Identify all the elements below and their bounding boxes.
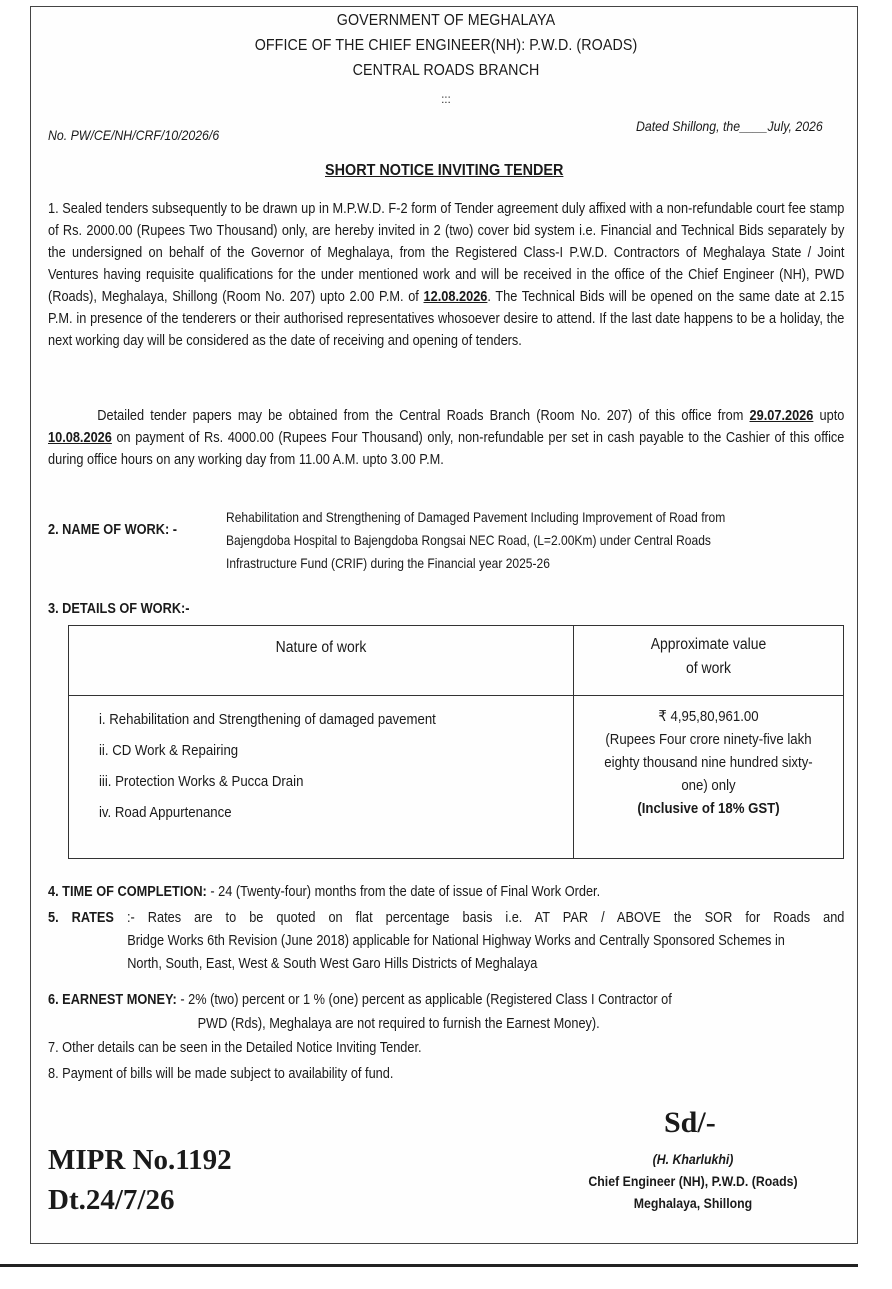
paragraph-2-text-c: on payment of Rs. 4000.00 (Rupees Four Thousand) only, non-refundable per set in cash payable to the Cashier of this office during office hours on any working day from 11.00 A.M. upto 3.00 P.M.	[48, 430, 845, 468]
nature-items	[99, 704, 516, 828]
paragraph-2-text-b: upto	[813, 408, 845, 424]
clause-5	[48, 907, 844, 976]
mipr-date: Dt.24/7/26	[48, 1184, 175, 1216]
column-header-nature	[69, 626, 574, 696]
notice-title: SHORT NOTICE INVITING TENDER	[325, 162, 564, 179]
list-item: i. Rehabilitation and Strengthening of damaged pavement	[99, 711, 436, 728]
column-header-nature-text: Nature of work	[275, 639, 367, 656]
name-of-work-line: Rehabilitation and Strengthening of Damaged Pavement Including Improvement of Road from	[226, 509, 726, 525]
nature-of-work-cell	[69, 696, 574, 859]
bottom-divider	[0, 1264, 858, 1267]
clause-6-text: - 2% (two) percent or 1 % (one) percent as applicable (Registered Class I Contractor of	[176, 992, 672, 1008]
clause-6	[48, 988, 672, 1036]
clause-6-text: PWD (Rds), Meghalaya are not required to furnish the Earnest Money).	[197, 1016, 600, 1032]
value-words-line: eighty thousand nine hundred sixty-	[604, 754, 813, 771]
clause-5-label: 5. RATES	[48, 910, 114, 926]
header-government: GOVERNMENT OF MEGHALAYA	[336, 12, 556, 29]
clause-7: 7. Other details can be seen in the Detailed Notice Inviting Tender.	[48, 1040, 422, 1056]
header-office: OFFICE OF THE CHIEF ENGINEER(NH): P.W.D. (ROADS)	[254, 37, 638, 54]
mipr-stamp	[48, 1140, 232, 1220]
clause-5-text: Bridge Works 6th Revision (June 2018) applicable for National Highway Works and Centrally Sponsored Schemes in	[127, 933, 785, 949]
paragraph-1-text-b: . The Technical Bids will be opened on the same date at 2.15 P.M. in presence of the tenderers or their authorised representatives whosoever desire to attend. If the last date happens to be a holiday, the next working day will be considered as the date of receiving and opening of tenders.	[48, 289, 845, 349]
signatory-title: Chief Engineer (NH), P.W.D. (Roads)	[588, 1173, 798, 1189]
reference-number: No. PW/CE/NH/CRF/10/2026/6	[48, 127, 220, 143]
column-header-value	[574, 626, 844, 696]
column-header-value-line: of work	[686, 660, 731, 677]
column-header-value-line: Approximate value	[650, 636, 767, 653]
header-dots: :::	[441, 92, 451, 106]
details-of-work-label: 3. DETAILS OF WORK:-	[48, 601, 190, 617]
approximate-value	[591, 705, 826, 820]
clause-8: 8. Payment of bills will be made subject to availability of fund.	[48, 1066, 394, 1082]
paragraph-2	[48, 405, 844, 471]
name-of-work-line: Infrastructure Fund (CRIF) during the Financial year 2025-26	[226, 555, 550, 571]
clause-5-text: North, South, East, West & South West Garo Hills Districts of Meghalaya	[127, 956, 538, 972]
signatory-block	[565, 1148, 820, 1214]
name-of-work-label: 2. NAME OF WORK: -	[48, 522, 178, 538]
bid-closing-date: 12.08.2026	[423, 289, 488, 305]
clause-4	[48, 884, 600, 900]
approximate-value-cell	[574, 696, 844, 859]
table-header-row	[69, 626, 844, 696]
list-item: iii. Protection Works & Pucca Drain	[99, 773, 304, 790]
name-of-work-line: Bajengdoba Hospital to Bajengdoba Rongsai NEC Road, (L=2.00Km) under Central Roads	[226, 532, 711, 548]
header-branch: CENTRAL ROADS BRANCH	[352, 62, 540, 79]
value-words-line: one) only	[681, 777, 736, 794]
signatory-place: Meghalaya, Shillong	[633, 1195, 753, 1211]
signatory-name: (H. Kharlukhi)	[652, 1151, 734, 1167]
list-item: ii. CD Work & Repairing	[99, 742, 239, 759]
sale-start-date: 29.07.2026	[749, 408, 814, 424]
paragraph-2-text-a: Detailed tender papers may be obtained from the Central Roads Branch (Room No. 207) of this office from	[97, 408, 750, 424]
list-item: iv. Road Appurtenance	[99, 804, 232, 821]
name-of-work-text	[226, 506, 725, 575]
signature-sd: Sd/-	[664, 1106, 716, 1139]
column-header-value-text	[588, 633, 828, 681]
clause-4-label: 4. TIME OF COMPLETION:	[48, 884, 207, 900]
dated-line: Dated Shillong, the____July, 2026	[636, 118, 823, 134]
paragraph-1	[48, 198, 844, 352]
gst-note: (Inclusive of 18% GST)	[637, 800, 780, 817]
table-row	[69, 696, 844, 859]
value-words-line: (Rupees Four crore ninety-five lakh	[605, 731, 812, 748]
value-amount: ₹ 4,95,80,961.00	[658, 708, 759, 725]
mipr-number: MIPR No.1192	[48, 1144, 232, 1176]
clause-5-text: :- Rates are to be quoted on flat percentage basis i.e. AT PAR / ABOVE the SOR for Roads and	[113, 910, 845, 926]
paragraph-1-text-a: 1. Sealed tenders subsequently to be drawn up in M.P.W.D. F-2 form of Tender agreement duly affixed with a non-refundable court fee stamp of Rs. 2000.00 (Rupees Two Thousand) only, are hereby invited in 2 (two) cover bid system i.e. Financial and Technical Bids separately by the undersigned on behalf of the Governor of Meghalaya, from the Registered Class-I P.W.D. Contractors of Meghalaya State / Joint Ventures having requisite qualifications for the under mentioned work and will be received in the office of the Chief Engineer (NH), PWD (Roads), Meghalaya, Shillong (Room No. 207) upto 2.00 P.M. of	[48, 201, 845, 305]
sale-end-date: 10.08.2026	[48, 430, 112, 446]
details-table	[68, 625, 844, 859]
clause-6-label: 6. EARNEST MONEY:	[48, 992, 177, 1008]
clause-4-text: - 24 (Twenty-four) months from the date of issue of Final Work Order.	[206, 884, 601, 900]
